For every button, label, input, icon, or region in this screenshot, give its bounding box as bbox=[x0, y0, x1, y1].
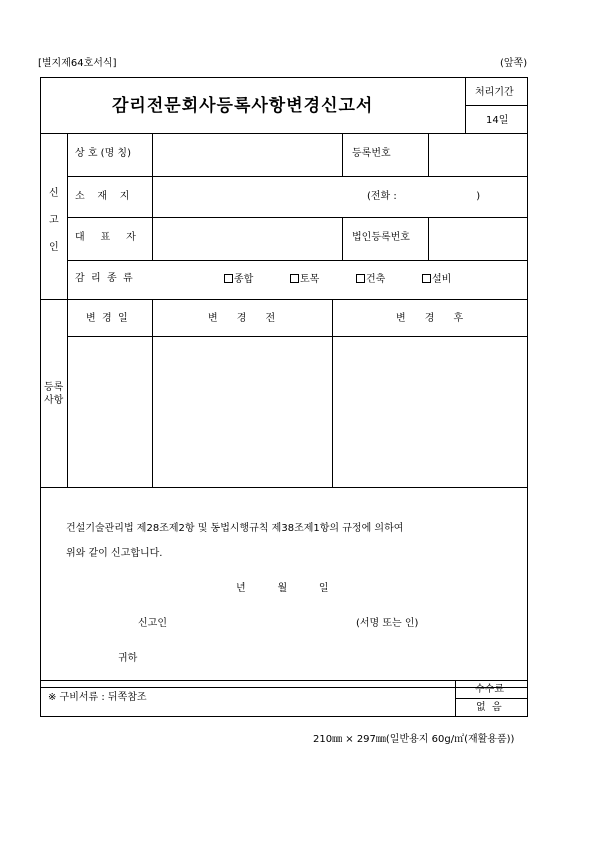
processing-value: 14일 bbox=[486, 115, 509, 126]
form-number: [별지제64호서식] bbox=[38, 58, 117, 69]
representative-label: 대 표 자 bbox=[75, 232, 136, 243]
corp-registration-label: 법인등록번호 bbox=[352, 232, 410, 243]
reg-number-left bbox=[342, 133, 343, 176]
col-change-date: 변 경 일 bbox=[86, 313, 128, 324]
processing-label: 처리기간 bbox=[475, 87, 514, 98]
recipient-label: 귀하 bbox=[118, 653, 138, 664]
registration-number-field[interactable] bbox=[429, 134, 527, 176]
registration-number-label: 등록번호 bbox=[352, 148, 391, 159]
changes-bottom-line bbox=[40, 487, 528, 488]
fee-value: 없 음 bbox=[476, 702, 502, 713]
type-option-general[interactable] bbox=[224, 274, 253, 285]
reporter-name-label: 신고인 bbox=[138, 618, 167, 629]
attachments-note: ※ 구비서류 : 뒤쪽참조 bbox=[48, 692, 147, 703]
change-date-field[interactable] bbox=[68, 337, 152, 487]
report-date: 년 월 일 bbox=[236, 583, 329, 594]
type-label: 종합 bbox=[234, 274, 254, 285]
statement-line-2: 위와 같이 신고합니다. bbox=[66, 548, 163, 559]
fee-box-divider bbox=[455, 698, 528, 699]
before-change-field[interactable] bbox=[153, 337, 332, 487]
footer-right-edge bbox=[527, 680, 528, 717]
col-after-change: 변 경 후 bbox=[396, 313, 464, 324]
supervision-type-label: 감 리 종 류 bbox=[75, 273, 133, 284]
company-name-label: 상 호 (명 칭) bbox=[75, 148, 131, 159]
checkbox-icon[interactable] bbox=[422, 274, 431, 283]
footer-left-edge bbox=[40, 680, 41, 717]
location-label: 소 재 지 bbox=[75, 191, 130, 202]
checkbox-icon[interactable] bbox=[356, 274, 365, 283]
processing-box-divider bbox=[465, 105, 528, 106]
type-option-civil[interactable] bbox=[290, 274, 319, 285]
corp-registration-field[interactable] bbox=[429, 218, 527, 260]
signature-label: (서명 또는 인) bbox=[356, 618, 419, 629]
col-before-change: 변 경 전 bbox=[208, 313, 276, 324]
footer-bottom-line bbox=[40, 716, 528, 717]
page-side-label: (앞쪽) bbox=[500, 58, 528, 69]
after-change-field[interactable] bbox=[333, 337, 527, 487]
company-name-field[interactable] bbox=[153, 134, 341, 176]
row-line-3 bbox=[67, 260, 528, 261]
changes-label: 등록 사항 bbox=[44, 382, 64, 406]
paper-spec: 210㎜ × 297㎜(일반용지 60g/㎡(재활용품)) bbox=[313, 734, 515, 745]
type-label: 건축 bbox=[366, 274, 386, 285]
section-divider bbox=[40, 299, 528, 300]
representative-field[interactable] bbox=[153, 218, 341, 260]
form-title: 감리전문회사등록사항변경신고서 bbox=[112, 96, 374, 116]
fee-label: 수수료 bbox=[475, 684, 504, 695]
type-option-facilities[interactable] bbox=[422, 274, 451, 285]
checkbox-icon[interactable] bbox=[290, 274, 299, 283]
statement-line-1: 건설기술관리법 제28조제2항 및 동법시행규칙 제38조제1항의 규정에 의하여 bbox=[66, 523, 404, 534]
corp-number-left bbox=[342, 217, 343, 260]
type-option-architecture[interactable] bbox=[356, 274, 385, 285]
checkbox-icon[interactable] bbox=[224, 274, 233, 283]
reporter-label: 신 고 인 bbox=[49, 188, 59, 253]
type-label: 설비 bbox=[432, 274, 452, 285]
type-label: 토목 bbox=[300, 274, 320, 285]
phone-label: (전화 : ) bbox=[367, 191, 481, 202]
